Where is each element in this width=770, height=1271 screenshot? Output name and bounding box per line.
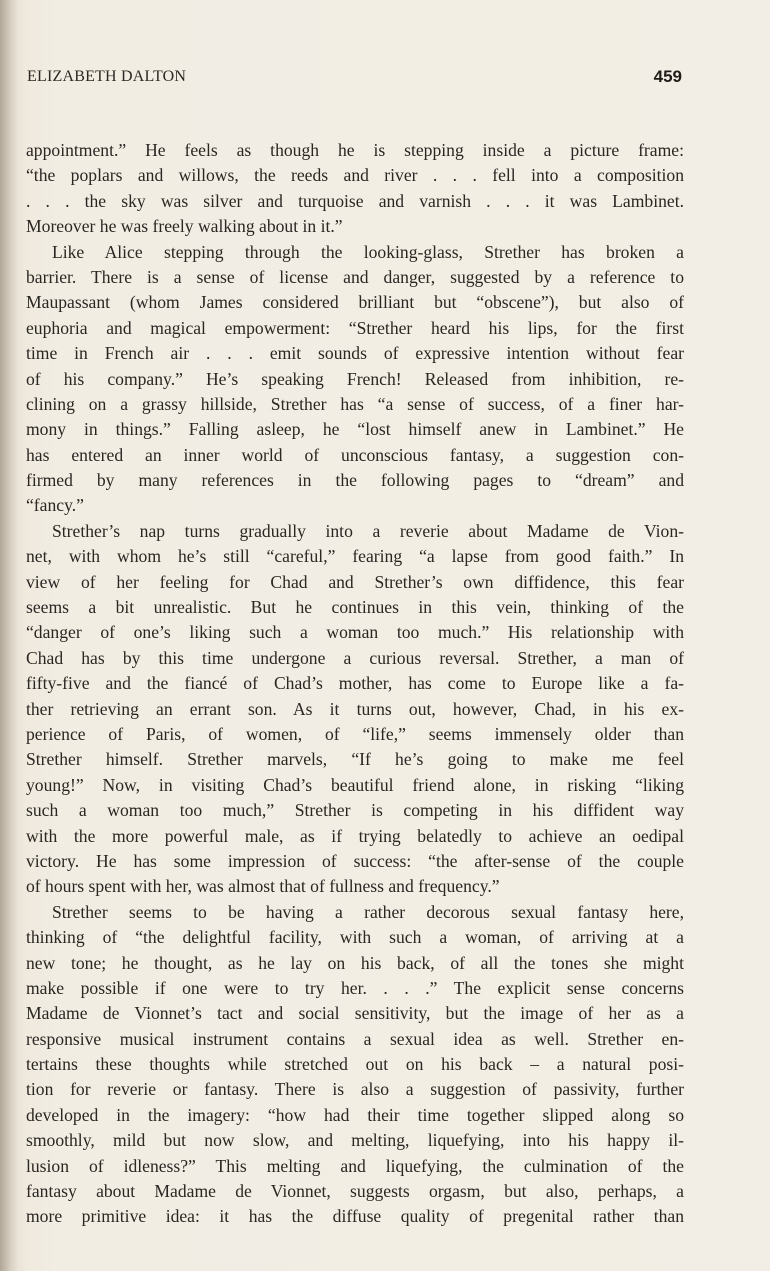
text-line: firmed by many references in the following pages to “dream” and [26, 470, 684, 491]
text-line: such a woman too much,” Strether is competing in his diffident way [26, 800, 684, 821]
text-line: “fancy.” [26, 495, 84, 516]
text-line: fantasy about Madame de Vionnet, suggests orgasm, but also, perhaps, a [26, 1181, 684, 1202]
text-line: has entered an inner world of unconscious fantasy, a suggestion con- [26, 444, 684, 465]
text-line: clining on a grassy hillside, Strether has “a sense of success, of a finer har- [26, 393, 684, 414]
text-line: time in French air . . . emit sounds of expressive intention without fear [26, 343, 684, 364]
running-head-author: ELIZABETH DALTON [27, 68, 187, 85]
text-line: more primitive idea: it has the diffuse quality of pregenital rather than [26, 1206, 684, 1227]
text-line: euphoria and magical empowerment: “Strether heard his lips, for the first [26, 317, 684, 338]
text-line: new tone; he thought, as he lay on his back, of all the tones she might [26, 952, 684, 973]
text-line: appointment.” He feels as though he is stepping inside a picture frame: [26, 140, 684, 160]
text-line: of his company.” He’s speaking French! Released from inhibition, re- [26, 368, 684, 389]
text-line: of hours spent with her, was almost that of fullness and frequency.” [26, 876, 500, 897]
text-line: “the poplars and willows, the reeds and river . . . fell into a composition [26, 165, 684, 186]
text-line: seems a bit unrealistic. But he continues in this vein, thinking of the [26, 597, 684, 618]
text-line: Maupassant (whom James considered brilliant but “obscene”), but also of [26, 292, 684, 313]
text-line: Moreover he was freely walking about in it.” [26, 216, 343, 237]
text-line: Strether himself. Strether marvels, “If he’s going to make me feel [26, 749, 684, 770]
text-line: perience of Paris, of women, of “life,” seems immensely older than [26, 723, 684, 744]
body-text [26, 138, 684, 1230]
text-line: mony in things.” Falling asleep, he “lost himself anew in Lambinet.” He [26, 419, 684, 440]
text-line: victory. He has some impression of success: “the after-sense of the couple [26, 850, 684, 871]
text-line: . . . the sky was silver and turquoise and varnish . . . it was Lambinet. [26, 190, 684, 211]
text-line: tion for reverie or fantasy. There is also a suggestion of passivity, further [26, 1079, 684, 1100]
text-line: make possible if one were to try her. . . .” The explicit sense concerns [26, 977, 684, 998]
text-line: “danger of one’s liking such a woman too much.” His relationship with [26, 622, 684, 643]
text-line: Like Alice stepping through the looking-glass, Strether has broken a [52, 241, 684, 262]
text-line: Strether seems to be having a rather decorous sexual fantasy here, [52, 901, 684, 922]
text-line: Madame de Vionnet’s tact and social sensitivity, but the image of her as a [26, 1003, 684, 1024]
text-line: developed in the imagery: “how had their time together slipped along so [26, 1104, 684, 1125]
running-head [27, 68, 682, 92]
text-line: tertains these thoughts while stretched out on his back – a natural posi- [26, 1054, 684, 1075]
text-line: thinking of “the delightful facility, with such a woman, of arriving at a [26, 927, 684, 948]
text-line: ther retrieving an errant son. As it turns out, however, Chad, in his ex- [26, 698, 684, 719]
text-line: with the more powerful male, as if trying belatedly to achieve an oedipal [26, 825, 684, 846]
text-line: net, with whom he’s still “careful,” fearing “a lapse from good faith.” In [26, 546, 684, 567]
text-line: fifty-five and the fiancé of Chad’s mother, has come to Europe like a fa- [26, 673, 684, 694]
text-line: view of her feeling for Chad and Strether’s own diffidence, this fear [26, 571, 684, 592]
text-line: lusion of idleness?” This melting and liquefying, the culmination of the [26, 1155, 684, 1176]
text-line: smoothly, mild but now slow, and melting, liquefying, into his happy il- [26, 1130, 684, 1151]
text-line: Chad has by this time undergone a curious reversal. Strether, a man of [26, 647, 684, 668]
page-number: 459 [653, 67, 682, 86]
text-line: barrier. There is a sense of license and danger, suggested by a reference to [26, 266, 684, 287]
gutter-shadow [0, 0, 18, 1271]
text-line: Strether’s nap turns gradually into a reverie about Madame de Vion- [52, 520, 684, 541]
text-line: young!” Now, in visiting Chad’s beautiful friend alone, in risking “liking [26, 774, 684, 795]
text-line: responsive musical instrument contains a sexual idea as well. Strether en- [26, 1028, 684, 1049]
